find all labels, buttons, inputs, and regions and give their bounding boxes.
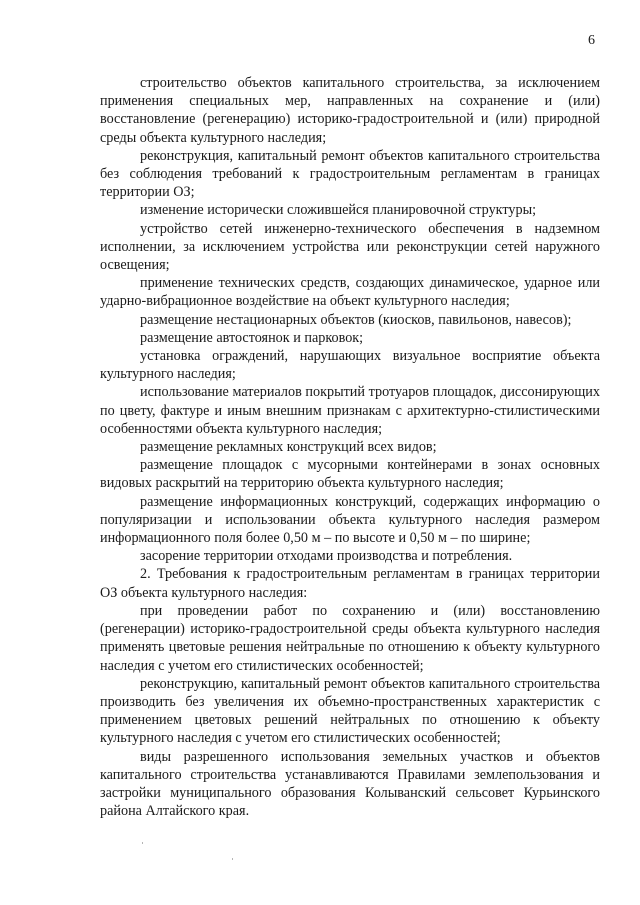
paragraph-7: размещение автостоянок и парковок; <box>140 329 364 346</box>
paragraph-13: засорение территории отходами производства и потребления. <box>140 548 513 565</box>
paragraph-2: реконструкция, капитальный ремонт объектов капитального строительства без соблюдения требований к градостроительным регламентам в границах территории ОЗ; <box>100 147 600 201</box>
paragraph-9: использование материалов покрытий тротуаров площадок, диссонирующих по цвету, фактуре и иным внешним признакам с архитектурно-стилистическими особенностями объекта культурного наследия; <box>100 384 600 437</box>
scan-speck <box>142 842 143 844</box>
paragraph-3: изменение исторически сложившейся планировочной структуры; <box>140 202 537 219</box>
page-number: 6 <box>588 33 595 48</box>
document-body <box>100 74 600 820</box>
paragraph-16: реконструкцию, капитальный ремонт объектов капитального строительства производить без увеличения их объемно-пространственных характеристик с применением цветовых решений нейтральных по отношению к объекту культурного наследия с учетом его стилистических особенностей; <box>100 675 600 747</box>
paragraph-10: размещение рекламных конструкций всех видов; <box>140 439 437 456</box>
paragraph-4: устройство сетей инженерно-технического обеспечения в надземном исполнении, за исключением устройства или реконструкции сетей наружного освещения; <box>100 220 600 274</box>
paragraph-5: применение технических средств, создающих динамическое, ударное или ударно-вибрационное воздействие на объект культурного наследия; <box>100 275 600 310</box>
paragraph-8: установка ограждений, нарушающих визуальное восприятие объекта культурного наследия; <box>100 348 600 383</box>
paragraph-6: размещение нестационарных объектов (киосков, павильонов, навесов); <box>140 311 572 328</box>
scan-speck <box>232 858 233 860</box>
paragraph-17: виды разрешенного использования земельных участков и объектов капитального строительства устанавливаются Правилами землепользования и застройки муниципального образования Колыванский сельсовет Курьинского района Алтайского края. <box>100 748 600 820</box>
paragraph-1: строительство объектов капитального строительства, за исключением применения специальных мер, направленных на сохранение и (или) восстановление (регенерацию) историко-градостроительной и (или) природной среды объекта культурного наследия; <box>100 75 600 146</box>
paragraph-11: размещение площадок с мусорными контейнерами в зонах основных видовых раскрытий на территорию объекта культурного наследия; <box>100 457 600 492</box>
paragraph-14: 2. Требования к градостроительным регламентам в границах территории ОЗ объекта культурного наследия: <box>100 566 600 601</box>
paragraph-12: размещение информационных конструкций, содержащих информацию о популяризации и использовании объекта культурного наследия размером информационного поля более 0,50 м – по высоте и 0,50 м – по ширине; <box>100 493 600 547</box>
paragraph-15: при проведении работ по сохранению и (или) восстановлению (регенерации) историко-градостроительной среды объекта культурного наследия применять цветовые решения нейтральные по отношению к объекту культурного наследия с учетом его стилистических особенностей; <box>100 602 600 674</box>
